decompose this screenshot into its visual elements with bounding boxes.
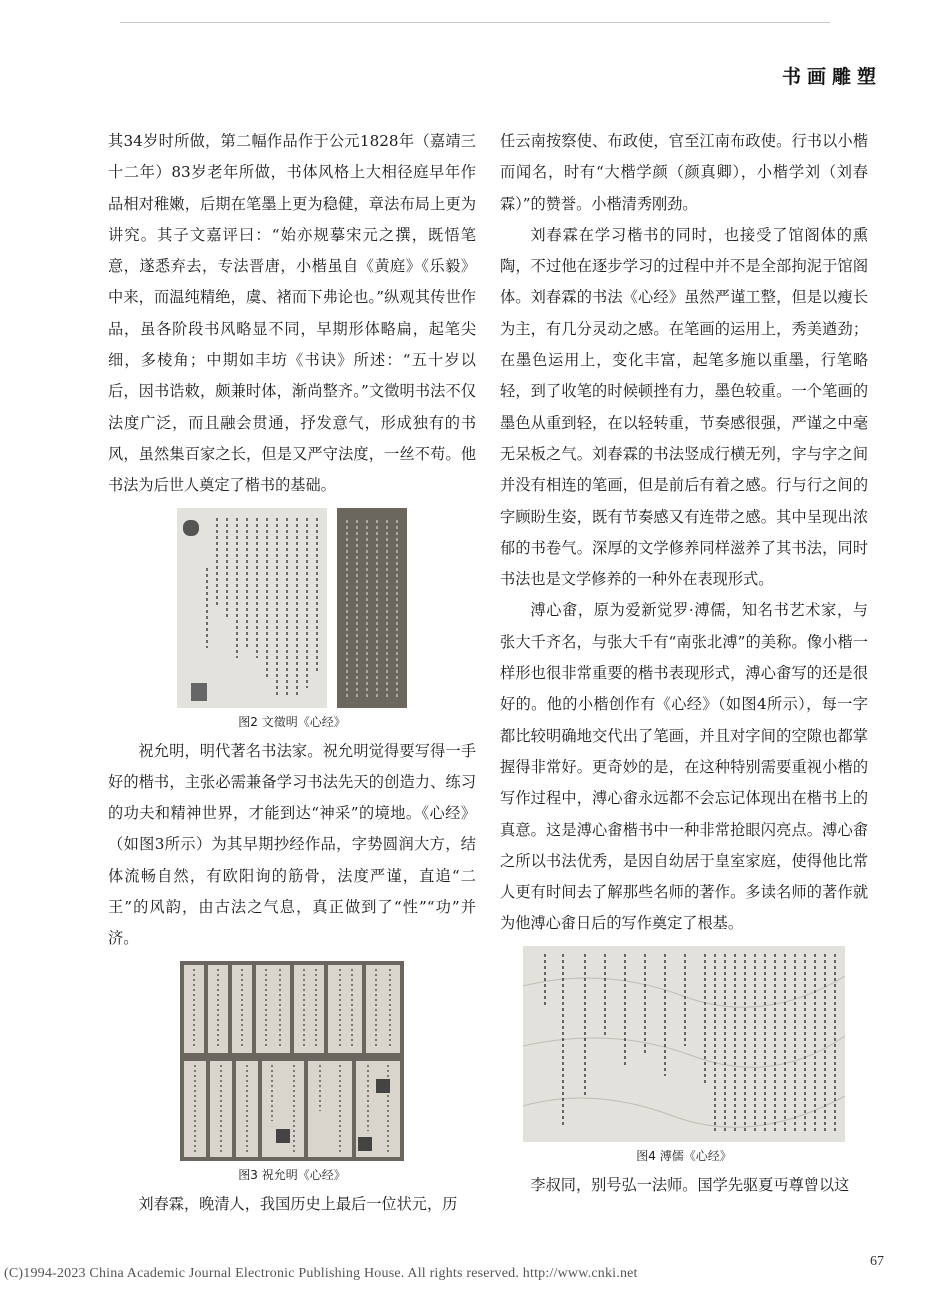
figure-3	[108, 961, 476, 1185]
figure-4-image	[523, 946, 845, 1142]
section-title: 书画雕塑	[781, 66, 882, 88]
calligraphy-image	[337, 508, 407, 708]
figure-4	[500, 946, 868, 1166]
seal-mark	[358, 1137, 372, 1151]
body-paragraph: 刘春霖在学习楷书的同时，也接受了馆阁体的熏陶，不过他在逐步学习的过程中并不是全部拘泥于馆阁体。刘春霖的书法《心经》虽然严谨工整，但是以瘦长为主，有几分灵动之感。在笔画的运用上，秀美遒劲；在墨色运用上，变化丰富，起笔多施以重墨，行笔略轻，到了收笔的时候顿挫有力，墨色较重。一个笔画的墨色从重到轻，在以轻转重，节奏感很强，严谨之中毫无呆板之气。刘春霖的书法竖成行横无列，字与字之间并没有相连的笔画，但是前后有着之感。行与行之间的字顾盼生姿，既有节奏感又有连带之感。其中呈现出浓郁的书卷气。深厚的文学修养同样滋养了其书法，同时书法也是文学修养的一种外在表现形式。	[500, 225, 868, 589]
copyright-footer: (C)1994-2023 China Academic Journal Electronic Publishing House. All rights reserved. http://www.cnki.net	[4, 1266, 638, 1281]
figure-2-image-right	[337, 508, 407, 708]
calligraphy-image	[523, 946, 845, 1142]
seal-mark	[276, 1129, 290, 1143]
figure-2-caption: 图2 文徵明《心经》	[238, 714, 346, 729]
body-paragraph: 其34岁时所做，第二幅作品作于公元1828年（嘉靖三十二年）83岁老年所做，书体风格上大相径庭早年作品相对稚嫩，后期在笔墨上更为稳健，章法布局上更为讲究。其子文嘉评曰：“始亦规摹宋元之撰，既悟笔意，遂悉弃去，专法晋唐，小楷虽自《黄庭》《乐毅》中来，而温纯精绝，虞、褚而下弗论也。”纵观其传世作品，虽各阶段书风略显不同，早期形体略扁，起笔尖细，多棱角；中期如丰坊《书诀》所述：“五十岁以后，因书诰敕，颇兼时体，渐尚整齐。”文徵明书法不仅法度广泛，而且融会贯通，抒发意气，形成独有的书风，虽然集百家之长，但是又严守法度，一丝不苟。他书法为后世人奠定了楷书的基础。	[108, 132, 476, 495]
calligraphy-image	[177, 508, 327, 708]
body-paragraph: 刘春霖，晚清人，我国历史上最后一位状元，历	[138, 1194, 458, 1213]
figure-4-caption: 图4 溥儒《心经》	[636, 1148, 732, 1163]
body-paragraph: 祝允明，明代著名书法家。祝允明觉得要写得一手好的楷书，主张必需兼备学习书法先天的创造力、练习的功夫和精神世界，才能到达“神采”的境地。《心经》（如图3所示）为其早期抄经作品，字势圆润大方，结体流畅自然，有欧阳询的筋骨，法度严谨，直追“二王”的风韵，由古法之气息，真正做到了“性”“功”并济。	[108, 741, 476, 948]
header-rule	[120, 22, 830, 23]
body-paragraph: 李叔同，别号弘一法师。国学先驱夏丏尊曾以这	[530, 1175, 850, 1194]
body-paragraph: 溥心畬，原为爱新觉罗·溥儒，知名书艺术家，与张大千齐名，与张大千有“南张北溥”的美称。像小楷一样形也很非常重要的楷书表现形式，溥心畬写的还是很好的。他的小楷创作有《心经》（如图4所示），每一字都比较明确地交代出了笔画，并且对字间的空隙也都掌握得非常好。更奇妙的是，在这种特别需要重视小楷的写作过程中，溥心畬永远都不会忘记体现出在楷书上的真意。这是溥心畬楷书中一种非常抢眼闪亮点。溥心畬之所以书法优秀，是因自幼居于皇室家庭，使得他比常人更有时间去了解那些名师的著作。多读名师的著作就为他溥心畬日后的写作奠定了根基。	[500, 601, 868, 933]
page-number: 67	[870, 1254, 884, 1269]
figure-3-image	[180, 961, 404, 1161]
left-column	[108, 126, 476, 1220]
body-paragraph: 任云南按察使、布政使，官至江南布政使。行书以小楷而闻名，时有“大楷学颜（颜真卿），小楷学刘（刘春霖）”的赞誉。小楷清秀刚劲。	[500, 132, 868, 213]
figure-3-caption: 图3 祝允明《心经》	[238, 1167, 346, 1182]
right-column	[500, 126, 868, 1201]
seal-mark	[191, 683, 207, 701]
figure-2	[108, 508, 476, 732]
seal-mark	[183, 520, 199, 536]
calligraphy-image	[180, 961, 404, 1161]
figure-2-image-left	[177, 508, 327, 708]
seal-mark	[376, 1079, 390, 1093]
